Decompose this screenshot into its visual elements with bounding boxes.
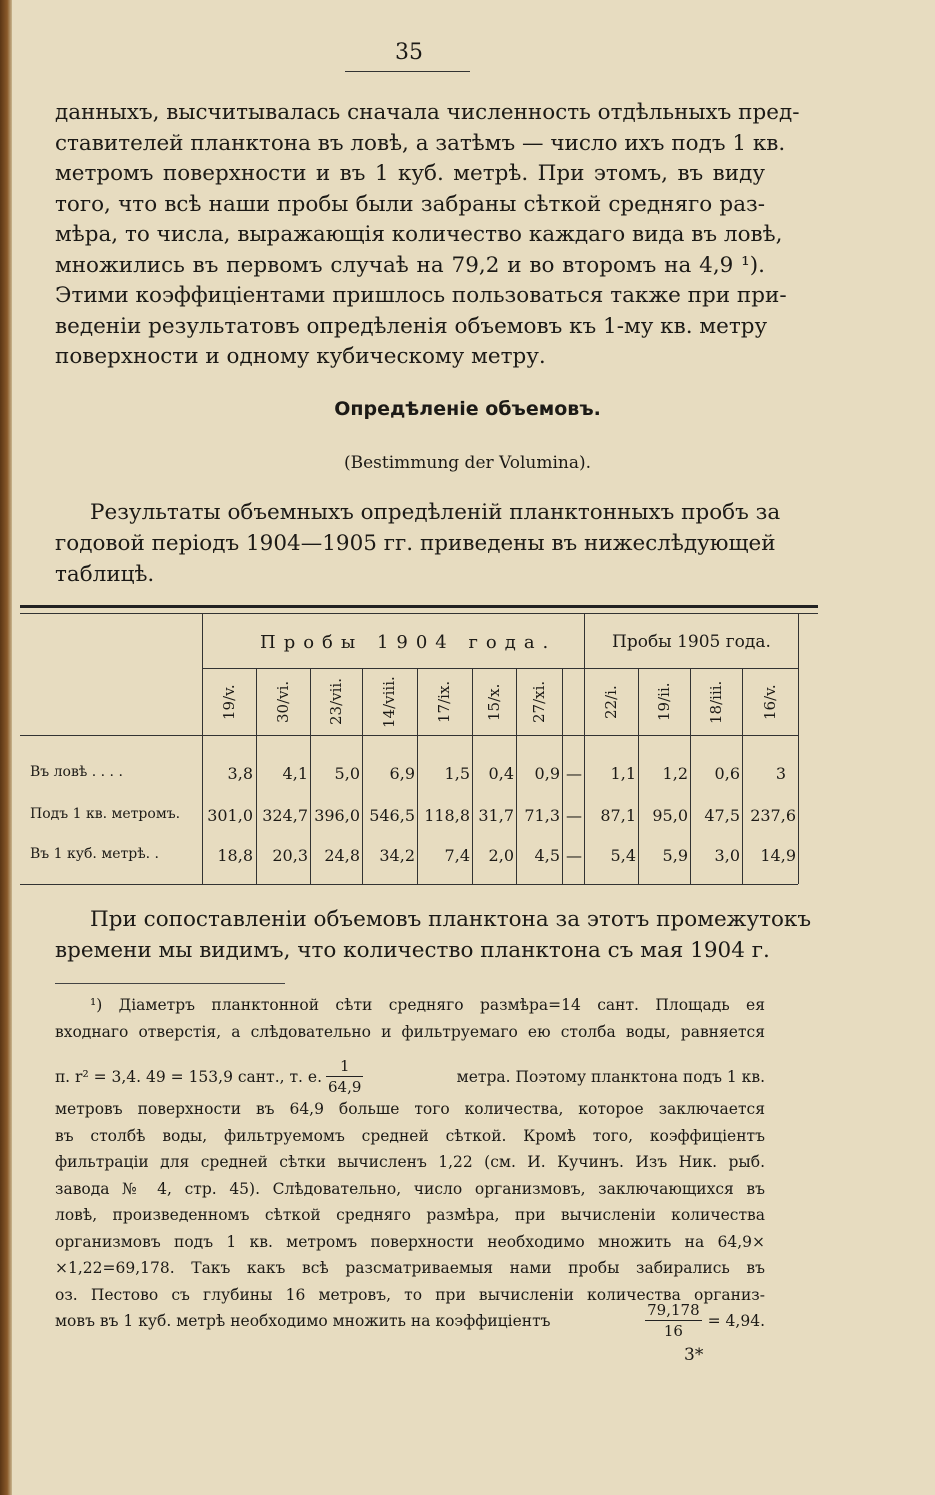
signature-mark: 3* <box>684 1345 704 1365</box>
table-date-header: 30/vi. <box>274 680 292 724</box>
table-cell: 1,2 <box>662 764 688 783</box>
table-vline <box>562 668 563 884</box>
footnote <box>55 992 765 1046</box>
table-cell: 118,8 <box>424 806 470 825</box>
table-cell: 20,3 <box>272 846 308 865</box>
page-number: 35 <box>395 40 423 65</box>
table-date-header: 27/xi. <box>530 680 548 724</box>
paragraph-line: таблицѣ. <box>55 562 155 587</box>
table-cell: 31,7 <box>478 806 514 825</box>
paragraph-line: веденіи результатовъ опредѣленія объемовъ къ 1-му кв. метру <box>55 313 768 339</box>
fraction-denominator: 16 <box>663 1322 683 1340</box>
table-date-header: 17/ix. <box>435 680 453 724</box>
paragraph-3 <box>55 904 812 966</box>
footnote-line: организмовъ подъ 1 кв. метромъ поверхности необходимо множить на 64,9× <box>55 1232 765 1251</box>
table-cell: 87,1 <box>600 806 636 825</box>
footnote-text: = 4,94. <box>707 1311 765 1330</box>
paragraph-line: поверхности и одному кубическому метру. <box>55 344 546 369</box>
table-date-header: 19/ii. <box>655 682 673 722</box>
table-cell: 5,9 <box>662 846 688 865</box>
table-cell: 3,0 <box>714 846 740 865</box>
table-cell: 7,4 <box>444 846 470 865</box>
footnote-line: входнаго отверстія, а слѣдовательно и фильтруемаго ею столба воды, равняется <box>55 1023 765 1041</box>
paragraph-line: мѣра, то числа, выражающія количество каждаго вида въ ловѣ, <box>55 222 783 247</box>
table-cell: 14,9 <box>760 846 796 865</box>
page-number-rule <box>345 71 470 72</box>
table-date-header: 16/v. <box>761 684 779 720</box>
table-date-header: 18/iii. <box>707 680 725 724</box>
footnote-line: оз. Пестово съ глубины 16 метровъ, то при вычисленіи количества организ- <box>55 1285 765 1304</box>
table-row-label: Въ ловѣ . . . . <box>30 764 123 780</box>
paragraph-2 <box>55 497 781 590</box>
table-bottom-rule <box>20 884 798 885</box>
table-row-label: Въ 1 куб. метрѣ. . <box>30 846 159 862</box>
footnote-continued <box>55 1096 765 1308</box>
table-cell: 95,0 <box>652 806 688 825</box>
table-cell: 71,3 <box>524 806 560 825</box>
table-vline <box>202 614 203 884</box>
table-header-divider <box>202 668 798 669</box>
table-vline <box>584 614 585 884</box>
paragraph-line: данныхъ, высчитывалась сначала численность отдѣльныхъ пред- <box>55 100 800 125</box>
paragraph-line: Этими коэффиціентами пришлось пользоваться также при при- <box>55 283 787 308</box>
paragraph-line: метромъ поверхности и въ 1 куб. метрѣ. При этомъ, въ виду <box>55 161 765 186</box>
table-cell: 546,5 <box>369 806 415 825</box>
book-spine <box>0 0 12 1495</box>
table-cell: 1,1 <box>610 764 636 783</box>
paragraph-line: того, что всѣ наши пробы были забраны сѣткой средняго раз- <box>55 191 765 217</box>
footnote-text: метра. Поэтому планктона подъ 1 кв. <box>456 1067 765 1086</box>
table-vline <box>798 614 799 884</box>
table-cell: — <box>566 806 582 825</box>
table-cell: 6,9 <box>389 764 415 783</box>
paragraph-line: При сопоставленіи объемовъ планктона за этотъ промежутокъ <box>90 907 812 932</box>
table-date-header: 22/i. <box>602 685 620 719</box>
table-cell: 18,8 <box>217 846 253 865</box>
paragraph-line: ставителей планктона въ ловѣ, а затѣмъ — число ихъ подъ 1 кв. <box>55 130 786 156</box>
table-cell: 396,0 <box>314 806 360 825</box>
table-cell: 34,2 <box>379 846 415 865</box>
table-cell: 5,4 <box>610 846 636 865</box>
footnote-line: ×1,22=69,178. Такъ какъ всѣ разсматриваемыя нами пробы забирались въ <box>55 1259 765 1277</box>
table-top-rule-2 <box>20 613 818 614</box>
table-cell: 0,6 <box>714 764 740 783</box>
fraction <box>326 1056 363 1097</box>
footnote-text: мовъ въ 1 куб. метрѣ необходимо множить на коэффиціентъ <box>55 1311 551 1330</box>
table-cell: 237,6 <box>750 806 796 825</box>
table-group-header-1904: Пробы 1904 года. <box>260 632 557 653</box>
table-cell: 2,0 <box>488 846 514 865</box>
table-cell: 1,5 <box>444 764 470 783</box>
table-cell: 5,0 <box>334 764 360 783</box>
footnote-separator <box>55 983 285 984</box>
paragraph-line: годовой періодъ 1904—1905 гг. приведены въ нижеслѣдующей <box>55 531 776 556</box>
table-cell: — <box>566 846 582 865</box>
table-cell: 3 <box>775 764 786 783</box>
table-cell: 0,9 <box>534 764 560 783</box>
section-subheading: (Bestimmung der Volumina). <box>343 453 592 473</box>
paragraph-line: Результаты объемныхъ опредѣленій планктонныхъ пробъ за <box>90 500 781 525</box>
table-date-header: 15/x. <box>485 683 503 721</box>
table-cell: 3,8 <box>227 764 253 783</box>
footnote-line: ¹) Діаметръ планктонной сѣти средняго размѣра=14 сант. Площадь ея <box>90 996 765 1014</box>
footnote-line: въ столбѣ воды, фильтруемомъ средней сѣткой. Кромѣ того, коэффиціентъ <box>55 1126 765 1145</box>
table-cell: 324,7 <box>262 806 308 825</box>
table-date-header: 14/viii. <box>380 676 398 728</box>
table-cell: 4,1 <box>282 764 308 783</box>
table-cell: 47,5 <box>704 806 740 825</box>
table-header-bottom <box>20 735 798 736</box>
footnote-line: завода № 4, стр. 45). Слѣдовательно, число организмовъ, заключающихся въ <box>55 1179 765 1198</box>
table-cell: 301,0 <box>207 806 253 825</box>
table-group-header-1905: Пробы 1905 года. <box>612 632 771 652</box>
footnote-text: π. r² = 3,4. 49 = 153,9 сант., т. е. <box>55 1067 323 1086</box>
footnote-line-formula-2 <box>55 1300 765 1341</box>
fraction-numerator: 79,178 <box>647 1301 700 1319</box>
table-cell: 0,4 <box>488 764 514 783</box>
table-date-header: 19/v. <box>220 684 238 720</box>
paragraph-line: множились въ первомъ случаѣ на 79,2 и во второмъ на 4,9 ¹). <box>55 252 765 278</box>
table-cell: 4,5 <box>534 846 560 865</box>
table-date-header: 23/vii. <box>327 678 345 726</box>
table-cell: 24,8 <box>324 846 360 865</box>
fraction-numerator: 1 <box>326 1056 363 1077</box>
paragraph-1 <box>55 98 800 373</box>
footnote-line: ловѣ, произведенномъ сѣткой средняго размѣра, при вычисленіи количества <box>55 1206 765 1224</box>
table-row-label: Подъ 1 кв. метромъ. <box>30 806 181 822</box>
footnote-line: метровъ поверхности въ 64,9 больше того количества, которое заключается <box>55 1100 765 1118</box>
table-cell: — <box>566 764 582 783</box>
section-heading: Опредѣленіе объемовъ. <box>334 398 601 420</box>
fraction <box>645 1300 702 1341</box>
footnote-line: фильтраціи для средней сѣтки вычисленъ 1,22 (см. И. Кучинъ. Изъ Ник. рыб. <box>55 1153 765 1171</box>
footnote-line-formula <box>55 1056 765 1097</box>
table-top-rule <box>20 605 818 608</box>
fraction-denominator: 64,9 <box>328 1078 362 1096</box>
paragraph-line: времени мы видимъ, что количество планктона съ мая 1904 г. <box>55 938 770 963</box>
